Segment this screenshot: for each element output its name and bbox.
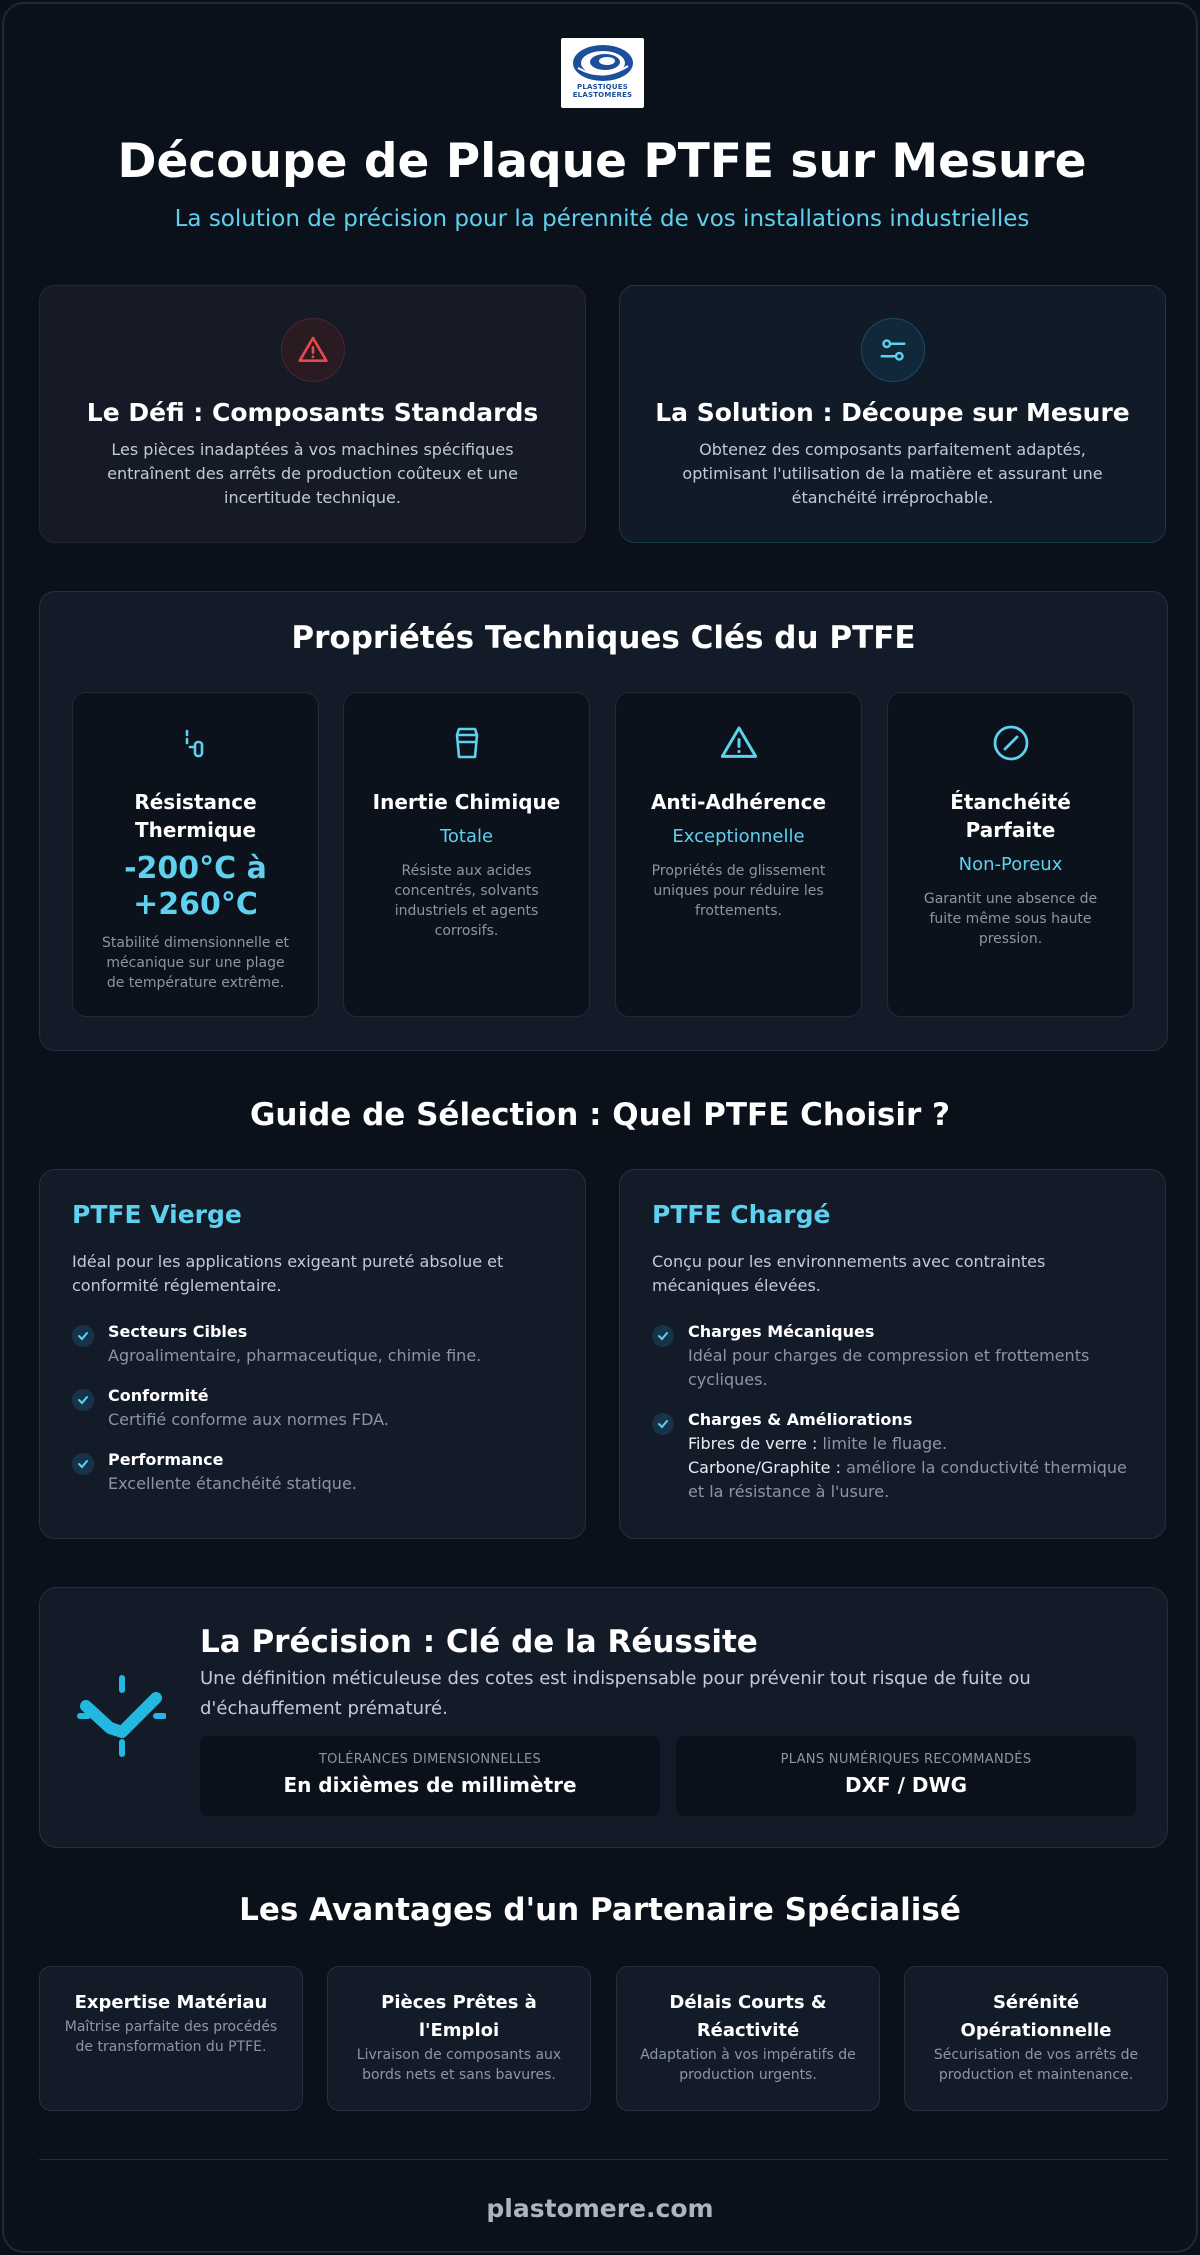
spec-value: DXF / DWG <box>845 1773 967 1797</box>
fiber-label: Fibres de verre : <box>688 1434 818 1453</box>
guide-item-label: Conformité <box>108 1386 209 1405</box>
check-icon <box>72 1389 94 1411</box>
properties-title: Propriétés Techniques Clés du PTFE <box>291 620 916 656</box>
property-title: Résistance Thermique <box>134 790 257 842</box>
advantage-card <box>39 1966 303 2111</box>
check-icon <box>72 1453 94 1475</box>
precision-icon <box>76 1670 166 1764</box>
guide-item-text <box>688 1456 1135 1504</box>
property-value: -200°C à +260°C <box>124 851 267 922</box>
warning-icon <box>281 318 345 382</box>
logo-mark-icon <box>570 42 636 84</box>
check-icon <box>72 1325 94 1347</box>
advantage-card <box>904 1966 1168 2111</box>
spec-label: TOLÉRANCES DIMENSIONNELLES <box>318 1752 542 1767</box>
no-entry-icon <box>888 723 1133 763</box>
page-title: Découpe de Plaque PTFE sur Mesure <box>117 134 1087 189</box>
property-value: Totale <box>439 826 494 847</box>
property-title: Inertie Chimique <box>372 790 561 814</box>
guide-item <box>72 1320 555 1368</box>
advantages-title: Les Avantages d'un Partenaire Spécialisé <box>239 1892 961 1928</box>
advantage-text: Adaptation à vos impératifs de production urgents. <box>640 2047 856 2083</box>
guide-item <box>652 1320 1135 1392</box>
advantage-text: Maîtrise parfaite des procédés de transformation du PTFE. <box>64 2019 278 2055</box>
guide-item-text: Idéal pour charges de compression et frottements cycliques. <box>688 1346 1090 1389</box>
guide-item <box>72 1448 555 1496</box>
precision-title: La Précision : Clé de la Réussite <box>200 1624 758 1660</box>
property-title: Anti-Adhérence <box>650 790 827 814</box>
advantage-card <box>616 1966 880 2111</box>
problem-title: Le Défi : Composants Standards <box>86 398 539 427</box>
guide-item <box>652 1408 1135 1504</box>
precision-section <box>39 1587 1168 1848</box>
carbon-label: Carbone/Graphite : <box>688 1458 841 1477</box>
property-desc: Stabilité dimensionnelle et mécanique sur une plage de température extrême. <box>101 935 290 991</box>
footer-website-link[interactable]: plastomere.com <box>486 2194 714 2223</box>
solution-text: Obtenez des composants parfaitement adaptés, optimisant l'utilisation de la matière et assurant une étanchéité irréprochable. <box>682 440 1103 507</box>
guide-card-intro: Idéal pour les applications exigeant pureté absolue et conformité réglementaire. <box>72 1252 504 1295</box>
sliders-icon <box>861 318 925 382</box>
fiber-text: limite le fluage. <box>822 1434 948 1453</box>
property-desc: Garantit une absence de fuite même sous haute pression. <box>923 891 1098 947</box>
property-desc: Résiste aux acides concentrés, solvants industriels et agents corrosifs. <box>394 863 539 939</box>
property-card-thermal <box>72 692 319 1017</box>
solution-card <box>619 285 1166 543</box>
page-subtitle: La solution de précision pour la pérennité de vos installations industrielles <box>174 206 1030 232</box>
guide-item-label: Secteurs Cibles <box>108 1322 248 1341</box>
precision-text: Une définition méticuleuse des cotes est indispensable pour prévenir tout risque de fuite ou d'échauffement prématuré. <box>200 1668 1031 1719</box>
check-icon <box>652 1413 674 1435</box>
property-card-sealing <box>887 692 1134 1017</box>
guide-card-title: PTFE Vierge <box>72 1200 242 1229</box>
property-card-chemical <box>343 692 590 1017</box>
problem-text: Les pièces inadaptées à vos machines spécifiques entraînent des arrêts de production coûteux et une incertitude technique. <box>107 440 518 507</box>
footer-divider <box>39 2159 1168 2160</box>
beaker-icon <box>344 723 589 763</box>
advantage-text: Livraison de composants aux bords nets et sans bavures. <box>356 2047 562 2083</box>
property-value: Exceptionnelle <box>672 826 805 847</box>
carbon-text: améliore la conductivité thermique et la résistance à l'usure. <box>688 1458 1127 1501</box>
guide-item-text: Certifié conforme aux normes FDA. <box>108 1410 389 1429</box>
logo-text-line1: PLASTIQUES <box>577 83 628 91</box>
guide-card-virgin <box>39 1169 586 1539</box>
advantage-text: Sécurisation de vos arrêts de production et maintenance. <box>933 2047 1139 2083</box>
thermometer-icon <box>73 723 318 763</box>
guide-item-label: Charges & Améliorations <box>688 1410 913 1429</box>
advantage-title: Sérénité Opérationnelle <box>960 1992 1112 2041</box>
spec-file-formats <box>676 1736 1136 1816</box>
guide-item <box>72 1384 555 1432</box>
property-value: Non-Poreux <box>958 854 1063 875</box>
spec-value: En dixièmes de millimètre <box>283 1773 577 1797</box>
guide-card-intro: Conçu pour les environnements avec contraintes mécaniques élevées. <box>652 1252 1046 1295</box>
properties-section <box>39 591 1168 1051</box>
check-icon <box>652 1325 674 1347</box>
guide-card-title: PTFE Chargé <box>652 1200 831 1229</box>
logo-text-line2: ELASTOMERES <box>572 91 633 99</box>
guide-item-label: Performance <box>108 1450 224 1469</box>
guide-item-text: Excellente étanchéité statique. <box>108 1474 357 1493</box>
problem-card <box>39 285 586 543</box>
guide-title: Guide de Sélection : Quel PTFE Choisir ? <box>249 1097 951 1133</box>
solution-title: La Solution : Découpe sur Mesure <box>655 398 1130 427</box>
guide-item-text <box>688 1432 1135 1456</box>
advantage-title: Expertise Matériau <box>74 1992 268 2013</box>
infographic-page <box>2 2 1198 2253</box>
advantage-title: Délais Courts & Réactivité <box>669 1992 827 2041</box>
guide-card-charged <box>619 1169 1166 1539</box>
property-title: Étanchéité Parfaite <box>950 790 1071 842</box>
advantage-title: Pièces Prêtes à l'Emploi <box>381 1992 537 2041</box>
spec-tolerances <box>200 1736 660 1816</box>
spec-label: PLANS NUMÉRIQUES RECOMMANDÉS <box>780 1752 1032 1767</box>
warning-icon <box>616 723 861 763</box>
company-logo <box>561 38 644 108</box>
property-desc: Propriétés de glissement uniques pour réduire les frottements. <box>651 863 826 919</box>
advantage-card <box>327 1966 591 2111</box>
guide-item-text: Agroalimentaire, pharmaceutique, chimie fine. <box>108 1346 482 1365</box>
property-card-nonstick <box>615 692 862 1017</box>
guide-item-label: Charges Mécaniques <box>688 1322 875 1341</box>
